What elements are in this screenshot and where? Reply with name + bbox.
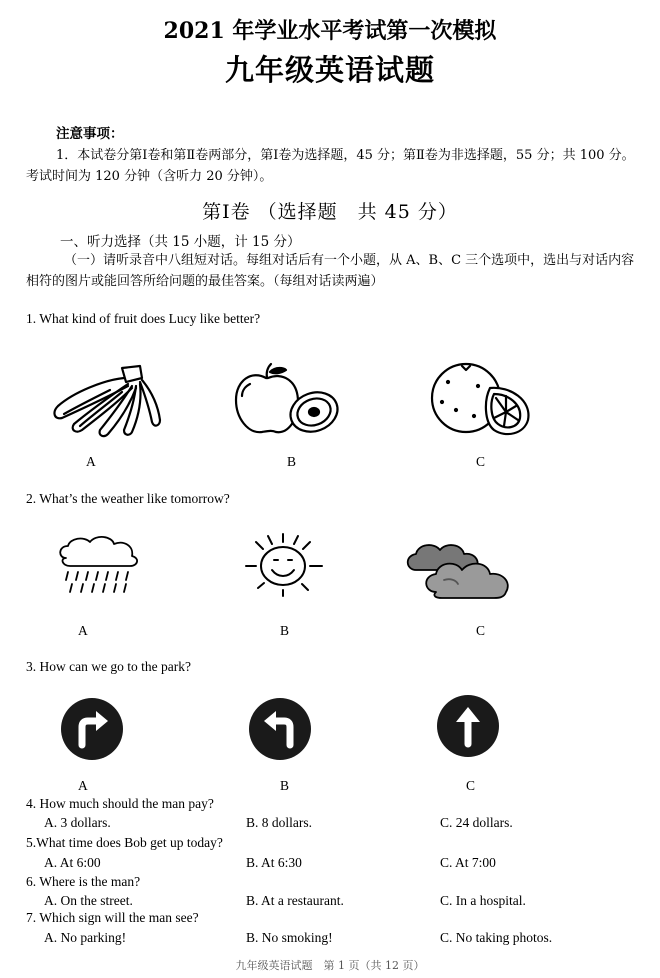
cloudy-icon <box>402 540 517 602</box>
question-1: 1. What kind of fruit does Lucy like better? <box>26 311 261 326</box>
q6-option-a: A. On the street. <box>44 893 133 908</box>
question-4: 4. How much should the man pay? <box>26 796 214 811</box>
go-straight-sign-icon <box>436 694 500 758</box>
q1-label-c: C <box>476 454 486 469</box>
turn-left-sign-icon <box>248 697 312 761</box>
page-footer: 九年级英语试题 第 1 页（共 12 页） <box>235 959 425 972</box>
section-title: 第Ⅰ卷 （选择题 共 45 分） <box>202 201 458 223</box>
exam-subtitle: 九年级英语试题 <box>224 53 435 87</box>
q2-label-c: C <box>476 623 486 638</box>
question-7: 7. Which sign will the man see? <box>26 910 199 925</box>
question-6: 6. Where is the man? <box>26 874 141 889</box>
instructions: （一）请听录音中八组短对话。每组对话后有一个小题，从 A、B、C 三个选项中，选出与对话内容相符的图片或能回答所给问题的最佳答案。（每组对话读两遍） <box>26 253 635 289</box>
q7-option-c: C. No taking photos. <box>440 930 553 945</box>
q7-option-a: A. No parking! <box>44 930 127 945</box>
q7-option-b: B. No smoking! <box>246 930 333 945</box>
apple-icon <box>232 362 342 437</box>
q5-option-a: A. At 6:00 <box>44 855 101 870</box>
q6-option-c: C. In a hospital. <box>440 893 526 908</box>
notice-text: 1．本试卷分第Ⅰ卷和第Ⅱ卷两部分，第Ⅰ卷为选择题，45 分；第Ⅱ卷为非选择题，55 分；共 100 分。考试时间为 120 分钟（含听力 20 分钟）。 <box>26 148 635 184</box>
q6-option-b: B. At a restaurant. <box>246 893 344 908</box>
question-2: 2. What’s the weather like tomorrow? <box>26 491 230 506</box>
q5-option-c: C. At 7:00 <box>440 855 496 870</box>
notice-heading: 注意事项： <box>56 126 124 142</box>
q3-label-b: B <box>280 778 290 793</box>
exam-title: 2021 年学业水平考试第一次模拟 <box>163 18 497 44</box>
question-5: 5.What time does Bob get up today? <box>26 835 223 850</box>
part-title: 一、听力选择（共 15 小题，计 15 分） <box>60 234 301 250</box>
q1-label-a: A <box>86 454 96 469</box>
bananas-icon <box>44 362 164 437</box>
q3-label-c: C <box>466 778 476 793</box>
orange-icon <box>428 360 538 440</box>
q4-option-a: A. 3 dollars. <box>44 815 111 830</box>
q2-label-a: A <box>78 623 88 638</box>
q5-option-b: B. At 6:30 <box>246 855 302 870</box>
q1-label-b: B <box>287 454 297 469</box>
rain-cloud-icon <box>56 536 146 596</box>
q4-option-b: B. 8 dollars. <box>246 815 312 830</box>
question-3: 3. How can we go to the park? <box>26 659 191 674</box>
turn-right-sign-icon <box>60 697 124 761</box>
sun-icon <box>228 530 338 600</box>
q2-label-b: B <box>280 623 290 638</box>
q4-option-c: C. 24 dollars. <box>440 815 513 830</box>
q3-label-a: A <box>78 778 88 793</box>
